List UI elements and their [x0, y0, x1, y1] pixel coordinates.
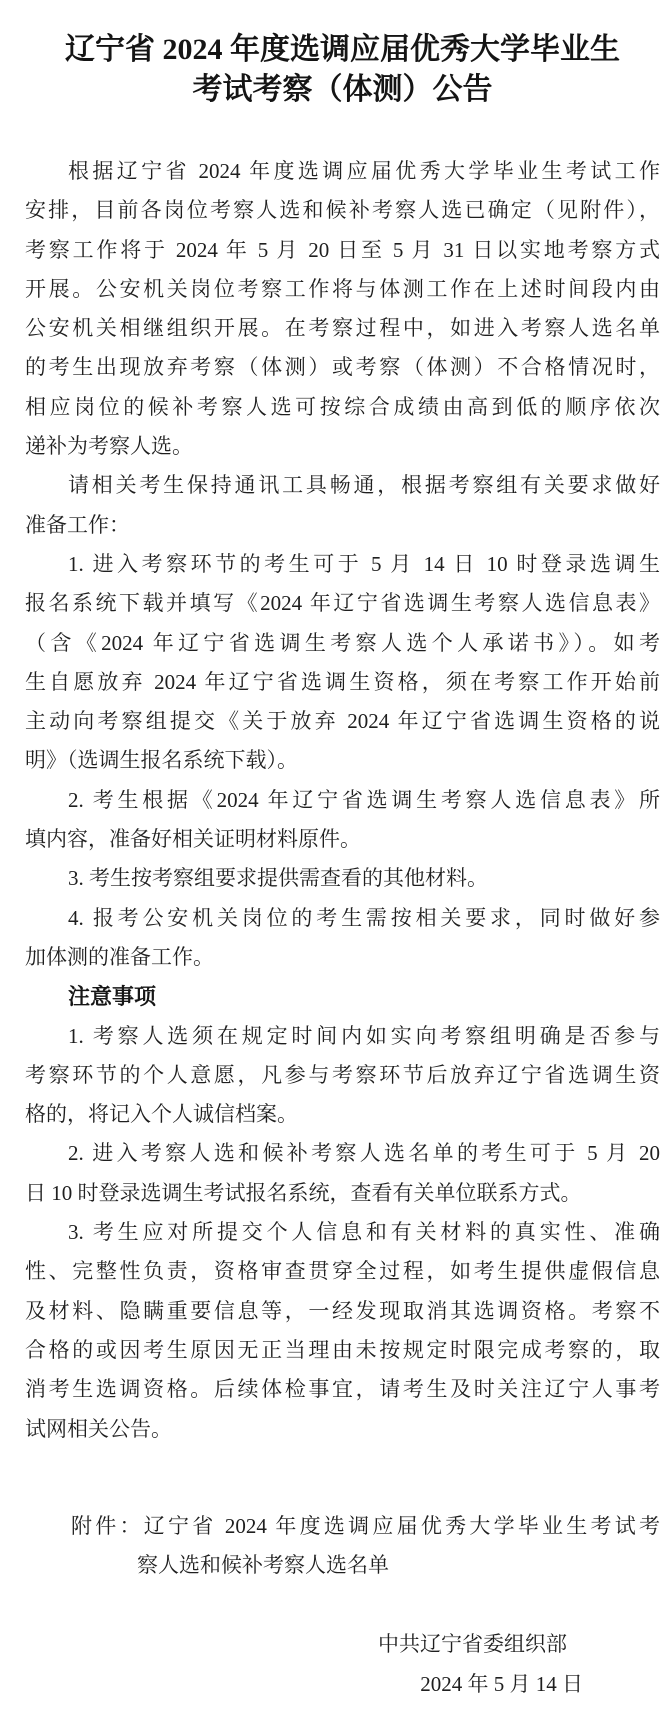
text-line: 开展。公安机关岗位考察工作将与体测工作在上述时间段内由 [25, 276, 660, 301]
text-line: 加体测的准备工作。 [25, 944, 214, 969]
text-line: 附件：辽宁省 2024 年度选调应届优秀大学毕业生考试考 [71, 1513, 660, 1538]
text-line: 及材料、隐瞒重要信息等，一经发现取消其选调资格。考察不 [25, 1298, 660, 1323]
text-line: 安排，目前各岗位考察人选和候补考察人选已确定（见附件）， [25, 198, 660, 223]
section-heading-notice: 注意事项 [68, 984, 157, 1010]
text-line: 日 10 时登录选调生考试报名系统，查看有关单位联系方式。 [25, 1180, 582, 1205]
paragraph-overview [25, 152, 660, 466]
text-line: 合格的或因考生原因无正当理由未按规定时限完成考察的，取 [25, 1337, 660, 1362]
text-line: （含《2024 年辽宁省选调生考察人选个人承诺书》）。如考 [25, 630, 660, 655]
text-line: 生自愿放弃 2024 年辽宁省选调生资格，须在考察工作开始前 [25, 669, 660, 694]
text-line: 相应岗位的候补考察人选可按综合成绩由高到低的顺序依次 [25, 394, 660, 419]
signature-block [25, 1624, 660, 1704]
document-body [25, 152, 660, 1449]
list-item-3 [25, 859, 660, 898]
text-line: 消考生选调资格。后续体检事宜，请考生及时关注辽宁人事考 [25, 1377, 660, 1402]
text-line: 的考生出现放弃考察（体测）或考察（体测）不合格情况时， [25, 355, 660, 380]
text-line: 试网相关公告。 [25, 1416, 172, 1441]
text-line: 性、完整性负责，资格审查贯穿全过程，如考生提供虚假信息 [25, 1259, 660, 1284]
text-line: 递补为考察人选。 [25, 434, 193, 459]
text-line: 3. 考生应对所提交个人信息和有关材料的真实性、准确 [68, 1220, 660, 1245]
notice-item-2 [25, 1134, 660, 1213]
list-item-2 [25, 781, 660, 860]
list-item-4 [25, 899, 660, 978]
attachment-note [71, 1507, 660, 1586]
text-line: 请相关考生保持通讯工具畅通，根据考察组有关要求做好 [68, 473, 660, 498]
text-line: 准备工作： [25, 512, 130, 537]
text-line: 格的，将记入个人诚信档案。 [25, 1102, 298, 1127]
text-line: 1. 进入考察环节的考生可于 5 月 14 日 10 时登录选调生 [68, 551, 660, 576]
notice-item-1 [25, 1017, 660, 1135]
text-line: 2. 考生根据《2024 年辽宁省选调生考察人选信息表》所 [68, 787, 660, 812]
text-line: 明》（选调生报名系统下载）。 [25, 748, 298, 773]
text-line: 2. 进入考察人选和候补考察人选名单的考生可于 5 月 20 [68, 1141, 660, 1166]
text-line: 公安机关相继组织开展。在考察过程中，如进入考察人选名单 [25, 316, 660, 341]
list-item-1 [25, 545, 660, 781]
paragraph-preparation [25, 466, 660, 545]
text-line: 主动向考察组提交《关于放弃 2024 年辽宁省选调生资格的说 [25, 709, 660, 734]
text-line: 1. 考察人选须在规定时间内如实向考察组明确是否参与 [68, 1023, 660, 1048]
text-line: 考察工作将于 2024 年 5 月 20 日至 5 月 31 日以实地考察方式 [25, 237, 660, 262]
text-line: 4. 报考公安机关岗位的考生需按相关要求，同时做好参 [68, 905, 660, 930]
text-line: 考察环节的个人意愿，凡参与考察环节后放弃辽宁省选调生资 [25, 1062, 660, 1087]
text-line: 根据辽宁省 2024 年度选调应届优秀大学毕业生考试工作 [68, 159, 660, 183]
document-title-line-1: 辽宁省 2024 年度选调应届优秀大学毕业生 [65, 33, 620, 66]
text-line: 察人选和候补考察人选名单 [137, 1553, 389, 1578]
text-line: 3. 考生按考察组要求提供需查看的其他材料。 [68, 866, 488, 891]
text-line: 报名系统下载并填写《2024 年辽宁省选调生考察人选信息表》 [25, 591, 660, 616]
document-title-line-2: 考试考察（体测）公告 [192, 73, 493, 106]
notice-item-3 [25, 1213, 660, 1449]
document-title [25, 30, 660, 110]
issue-date: 2024 年 5 月 14 日 [420, 1672, 583, 1697]
issuing-organization: 中共辽宁省委组织部 [378, 1632, 567, 1657]
text-line: 填内容，准备好相关证明材料原件。 [25, 827, 361, 852]
